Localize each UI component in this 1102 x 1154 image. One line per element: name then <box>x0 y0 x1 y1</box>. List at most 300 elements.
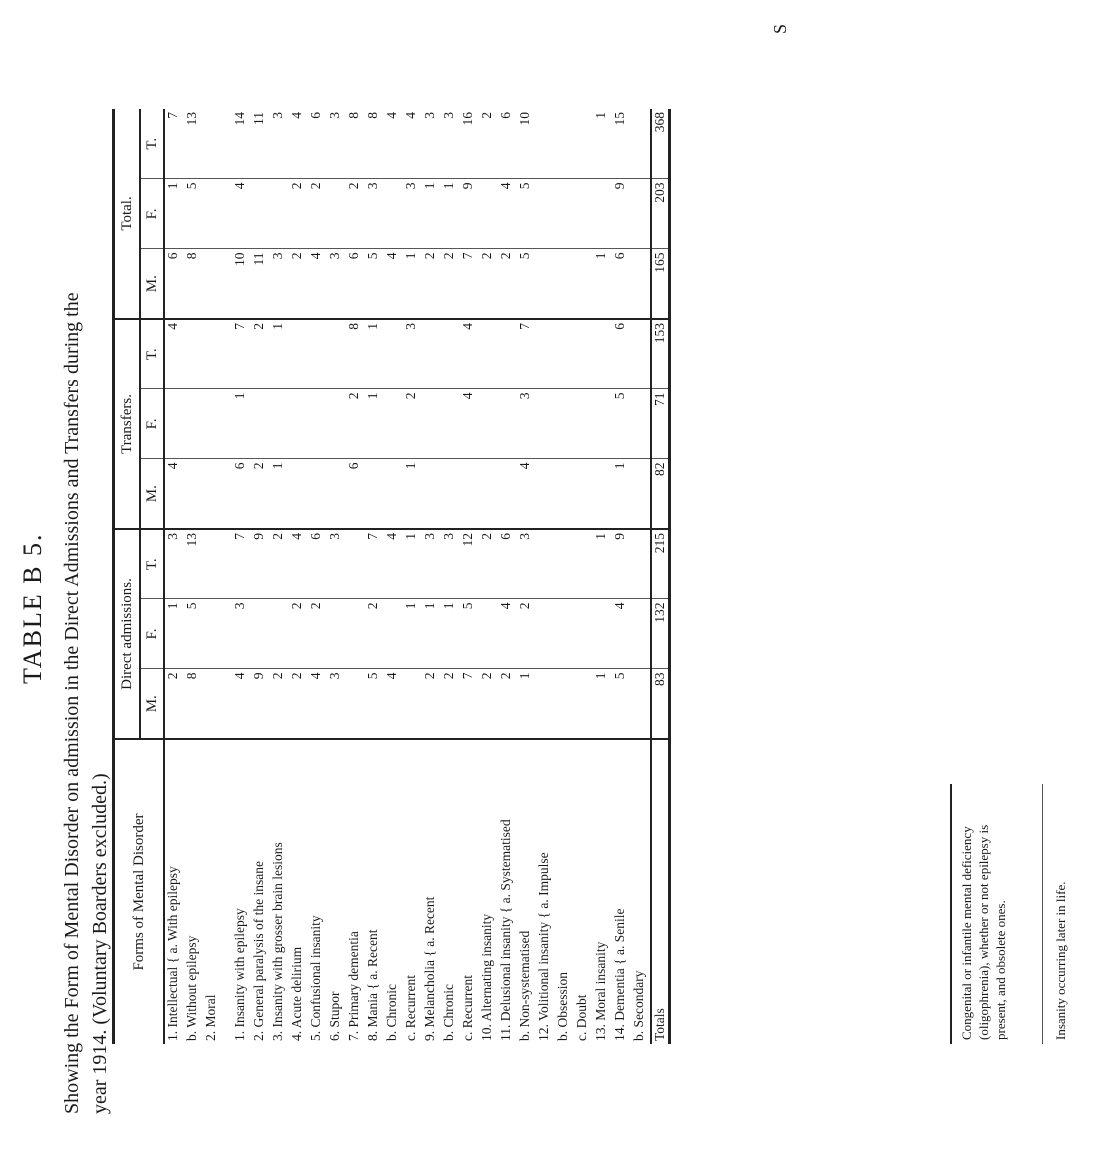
total-t-cell: 8 <box>365 109 384 179</box>
total-f-cell: 2 <box>346 179 365 249</box>
transfers-t-cell <box>536 319 555 389</box>
transfers-f-cell <box>203 389 222 459</box>
direct-f-cell <box>479 599 498 669</box>
total-m-cell: 5 <box>365 249 384 319</box>
total-t-cell: 14 <box>232 109 251 179</box>
transfers-t-cell <box>631 319 651 389</box>
row-label: c. Doubt <box>574 994 589 1041</box>
transfers-f-cell <box>384 389 403 459</box>
subtitle-line-2: year 1914. (Voluntary Boarders excluded.) <box>89 773 111 1114</box>
table-row <box>232 109 251 1044</box>
totals-total-t: 368 <box>651 109 670 179</box>
total-m-cell: 5 <box>517 249 536 319</box>
totals-transfers-f: 71 <box>651 389 670 459</box>
direct-f-cell <box>327 599 346 669</box>
transfers-m-header: M. <box>140 459 164 529</box>
direct-t-cell: 6 <box>498 529 517 599</box>
direct-t-cell <box>631 529 651 599</box>
total-m-header: M. <box>140 249 164 319</box>
table-row <box>479 109 498 1044</box>
table-row <box>289 109 308 1044</box>
total-m-cell: 2 <box>289 249 308 319</box>
row-label: 7. Primary dementia <box>346 931 361 1041</box>
row-label: 10. Alternating insanity <box>479 913 494 1041</box>
direct-m-cell: 1 <box>593 669 612 739</box>
total-m-cell <box>555 249 574 319</box>
table-row <box>251 109 270 1044</box>
table-row <box>384 109 403 1044</box>
transfers-t-cell <box>498 319 517 389</box>
total-m-cell <box>203 249 222 319</box>
row-label: 1. Intellectual { a. With epilepsy <box>165 866 180 1041</box>
transfers-f-cell: 3 <box>517 389 536 459</box>
total-t-cell: 13 <box>184 109 203 179</box>
row-label: 2. Moral <box>203 994 218 1041</box>
direct-m-cell: 2 <box>289 669 308 739</box>
total-f-cell: 2 <box>289 179 308 249</box>
total-f-cell <box>555 179 574 249</box>
total-f-cell: 3 <box>365 179 384 249</box>
transfers-t-cell <box>479 319 498 389</box>
transfers-m-cell <box>384 459 403 529</box>
corner-mark: S <box>770 23 790 34</box>
totals-direct-m: 83 <box>651 669 670 739</box>
table-row <box>574 109 593 1044</box>
transfers-t-cell <box>308 319 327 389</box>
table-row <box>631 109 651 1044</box>
direct-f-cell <box>536 599 555 669</box>
table-row <box>346 109 365 1044</box>
total-t-cell <box>631 109 651 179</box>
transfers-m-cell: 6 <box>232 459 251 529</box>
total-m-cell: 4 <box>308 249 327 319</box>
transfers-m-cell <box>308 459 327 529</box>
direct-m-cell: 2 <box>270 669 289 739</box>
direct-t-cell <box>536 529 555 599</box>
total-m-cell: 6 <box>346 249 365 319</box>
direct-f-cell: 2 <box>365 599 384 669</box>
direct-f-cell: 3 <box>232 599 251 669</box>
group-gap <box>222 109 232 1044</box>
subtitle-line-1: Showing the Form of Mental Disorder on admission in the Direct Admissions and Transfers during the <box>61 292 83 1114</box>
row-label: 5. Confusional insanity <box>308 915 323 1041</box>
transfers-t-cell: 4 <box>164 319 184 389</box>
direct-m-cell <box>346 669 365 739</box>
transfers-t-cell <box>289 319 308 389</box>
total-f-header: F. <box>140 179 164 249</box>
table-row <box>517 109 536 1044</box>
total-t-cell: 6 <box>308 109 327 179</box>
transfers-f-cell <box>574 389 593 459</box>
row-label: c. Recurrent <box>403 975 418 1041</box>
direct-t-cell: 3 <box>327 529 346 599</box>
row-label: 9. Melancholia { a. Recent <box>422 896 437 1041</box>
total-t-cell: 7 <box>164 109 184 179</box>
direct-m-cell: 2 <box>164 669 184 739</box>
row-label: 3. Insanity with grosser brain lesions <box>270 842 285 1041</box>
direct-header: Direct admissions. <box>114 529 141 739</box>
transfers-t-cell <box>384 319 403 389</box>
direct-t-cell: 4 <box>384 529 403 599</box>
row-label: 11. Delusional insanity { a. Systematised <box>498 819 513 1041</box>
transfers-t-header: T. <box>140 319 164 389</box>
row-label: 6. Stupor <box>327 991 342 1041</box>
transfers-m-cell <box>184 459 203 529</box>
transfers-f-cell: 5 <box>612 389 631 459</box>
totals-total-m: 165 <box>651 249 670 319</box>
direct-t-cell <box>346 529 365 599</box>
transfers-t-cell <box>593 319 612 389</box>
total-header: Total. <box>114 109 141 319</box>
row-label: b. Obsession <box>555 971 570 1041</box>
direct-f-cell: 1 <box>422 599 441 669</box>
total-f-cell <box>327 179 346 249</box>
direct-f-cell <box>346 599 365 669</box>
table-row <box>203 109 222 1044</box>
transfers-t-cell: 8 <box>346 319 365 389</box>
transfers-m-cell <box>327 459 346 529</box>
total-m-cell: 6 <box>164 249 184 319</box>
direct-f-cell: 2 <box>517 599 536 669</box>
total-m-cell: 11 <box>251 249 270 319</box>
total-f-cell: 5 <box>184 179 203 249</box>
transfers-f-cell <box>441 389 460 459</box>
transfers-f-cell <box>270 389 289 459</box>
transfers-f-cell: 2 <box>346 389 365 459</box>
total-t-cell: 2 <box>479 109 498 179</box>
transfers-f-cell <box>327 389 346 459</box>
row-label: b. Secondary <box>631 970 646 1041</box>
transfers-m-cell: 2 <box>251 459 270 529</box>
direct-t-cell: 3 <box>422 529 441 599</box>
direct-t-cell <box>555 529 574 599</box>
total-m-cell: 2 <box>479 249 498 319</box>
direct-f-cell: 2 <box>289 599 308 669</box>
row-label: b. Without epilepsy <box>184 935 199 1041</box>
transfers-t-cell: 4 <box>460 319 479 389</box>
transfers-f-cell <box>422 389 441 459</box>
side-label-congenital: Congenital or infantile mental deficiency (oligophrenia), whether or not epilepsy is present, and obsolete ones. <box>959 824 1008 1040</box>
total-t-cell <box>203 109 222 179</box>
total-m-cell <box>536 249 555 319</box>
direct-t-cell: 6 <box>308 529 327 599</box>
total-t-cell: 16 <box>460 109 479 179</box>
total-m-cell: 2 <box>441 249 460 319</box>
transfers-f-cell <box>555 389 574 459</box>
total-f-cell <box>536 179 555 249</box>
direct-t-cell: 3 <box>441 529 460 599</box>
row-label: 12. Volitional insanity { a. Impulse <box>536 852 551 1041</box>
transfers-f-cell <box>631 389 651 459</box>
total-t-cell: 1 <box>593 109 612 179</box>
direct-f-cell <box>574 599 593 669</box>
row-label: 8. Mania { a. Recent <box>365 929 380 1041</box>
direct-f-cell: 4 <box>612 599 631 669</box>
direct-m-cell: 1 <box>517 669 536 739</box>
row-label: b. Chronic <box>441 984 456 1041</box>
direct-m-cell <box>555 669 574 739</box>
transfers-m-cell <box>536 459 555 529</box>
direct-m-cell: 2 <box>479 669 498 739</box>
transfers-m-cell <box>365 459 384 529</box>
table-heading: TABLE B 5. <box>18 532 47 684</box>
total-f-cell: 9 <box>460 179 479 249</box>
forms-header: Forms of Mental Disorder <box>114 739 165 1044</box>
transfers-t-cell <box>441 319 460 389</box>
totals-direct-f: 132 <box>651 599 670 669</box>
table-row <box>612 109 631 1044</box>
direct-f-cell <box>593 599 612 669</box>
direct-m-cell: 3 <box>327 669 346 739</box>
table-row <box>536 109 555 1044</box>
total-t-cell: 3 <box>441 109 460 179</box>
total-m-cell: 4 <box>384 249 403 319</box>
direct-t-cell: 2 <box>479 529 498 599</box>
table-row <box>308 109 327 1044</box>
transfers-m-cell: 1 <box>612 459 631 529</box>
direct-m-cell <box>403 669 422 739</box>
total-m-cell: 7 <box>460 249 479 319</box>
total-t-cell: 6 <box>498 109 517 179</box>
row-label: b. Chronic <box>384 984 399 1041</box>
transfers-f-cell: 1 <box>232 389 251 459</box>
transfers-m-cell <box>498 459 517 529</box>
total-t-header: T. <box>140 109 164 179</box>
total-t-cell: 4 <box>403 109 422 179</box>
direct-f-cell <box>631 599 651 669</box>
total-t-cell: 11 <box>251 109 270 179</box>
transfers-t-cell <box>422 319 441 389</box>
transfers-t-cell: 3 <box>403 319 422 389</box>
direct-t-cell: 12 <box>460 529 479 599</box>
transfers-t-cell: 6 <box>612 319 631 389</box>
total-m-cell: 2 <box>498 249 517 319</box>
transfers-f-cell <box>251 389 270 459</box>
total-t-cell: 4 <box>289 109 308 179</box>
total-f-cell <box>270 179 289 249</box>
direct-m-cell: 7 <box>460 669 479 739</box>
total-f-cell <box>479 179 498 249</box>
transfers-f-cell <box>289 389 308 459</box>
direct-t-cell: 7 <box>232 529 251 599</box>
transfers-m-cell: 4 <box>517 459 536 529</box>
direct-t-cell: 9 <box>251 529 270 599</box>
transfers-m-cell: 1 <box>403 459 422 529</box>
total-f-cell: 5 <box>517 179 536 249</box>
transfers-f-cell: 4 <box>460 389 479 459</box>
direct-m-cell <box>203 669 222 739</box>
transfers-f-cell <box>308 389 327 459</box>
table-row <box>327 109 346 1044</box>
total-m-cell: 2 <box>422 249 441 319</box>
direct-t-cell: 3 <box>517 529 536 599</box>
direct-f-cell <box>555 599 574 669</box>
totals-row <box>651 109 670 1044</box>
direct-m-header: M. <box>140 669 164 739</box>
table-row <box>403 109 422 1044</box>
total-t-cell: 10 <box>517 109 536 179</box>
total-m-cell <box>631 249 651 319</box>
direct-f-cell: 2 <box>308 599 327 669</box>
row-label: 13. Moral insanity <box>593 941 608 1041</box>
transfers-t-cell <box>203 319 222 389</box>
direct-f-header: F. <box>140 599 164 669</box>
totals-label: Totals <box>651 739 670 1044</box>
total-m-cell: 1 <box>593 249 612 319</box>
total-t-cell: 8 <box>346 109 365 179</box>
direct-t-cell: 1 <box>593 529 612 599</box>
table-row <box>422 109 441 1044</box>
total-m-cell: 6 <box>612 249 631 319</box>
total-m-cell: 3 <box>270 249 289 319</box>
transfers-f-cell <box>164 389 184 459</box>
total-t-cell <box>574 109 593 179</box>
total-t-cell: 3 <box>422 109 441 179</box>
disorder-table <box>112 109 671 1044</box>
transfers-t-cell <box>184 319 203 389</box>
total-t-cell: 15 <box>612 109 631 179</box>
direct-m-cell: 4 <box>232 669 251 739</box>
direct-t-cell: 9 <box>612 529 631 599</box>
transfers-t-cell: 2 <box>251 319 270 389</box>
transfers-m-cell <box>631 459 651 529</box>
totals-total-f: 203 <box>651 179 670 249</box>
direct-m-cell: 8 <box>184 669 203 739</box>
transfers-f-cell <box>184 389 203 459</box>
total-m-cell: 1 <box>403 249 422 319</box>
direct-m-cell: 2 <box>498 669 517 739</box>
table-body <box>164 109 651 1044</box>
direct-m-cell: 4 <box>308 669 327 739</box>
total-f-cell: 9 <box>612 179 631 249</box>
total-t-cell <box>555 109 574 179</box>
direct-t-cell: 7 <box>365 529 384 599</box>
direct-t-cell <box>203 529 222 599</box>
total-f-cell: 1 <box>164 179 184 249</box>
row-label: 14. Dementia { a. Senile <box>612 908 627 1041</box>
total-m-cell: 10 <box>232 249 251 319</box>
direct-f-cell: 1 <box>403 599 422 669</box>
total-f-cell: 1 <box>422 179 441 249</box>
totals-direct-t: 215 <box>651 529 670 599</box>
transfers-f-cell <box>498 389 517 459</box>
transfers-f-cell <box>593 389 612 459</box>
direct-t-header: T. <box>140 529 164 599</box>
row-label: b. Non-systematised <box>517 930 532 1041</box>
direct-f-cell <box>203 599 222 669</box>
direct-m-cell <box>574 669 593 739</box>
total-f-cell <box>631 179 651 249</box>
total-t-cell: 3 <box>270 109 289 179</box>
total-m-cell: 8 <box>184 249 203 319</box>
direct-t-cell: 13 <box>184 529 203 599</box>
total-t-cell: 3 <box>327 109 346 179</box>
direct-m-cell: 9 <box>251 669 270 739</box>
total-f-cell: 1 <box>441 179 460 249</box>
table-row <box>164 109 184 1044</box>
side-group-labels <box>950 784 1102 1044</box>
direct-f-cell <box>384 599 403 669</box>
transfers-t-cell: 1 <box>270 319 289 389</box>
direct-m-cell <box>536 669 555 739</box>
direct-t-cell: 3 <box>164 529 184 599</box>
direct-m-cell: 2 <box>441 669 460 739</box>
direct-m-cell <box>631 669 651 739</box>
transfers-t-cell: 7 <box>232 319 251 389</box>
direct-f-cell: 5 <box>184 599 203 669</box>
direct-f-cell <box>251 599 270 669</box>
direct-f-cell <box>270 599 289 669</box>
table-row <box>365 109 384 1044</box>
direct-m-cell: 4 <box>384 669 403 739</box>
direct-t-cell: 1 <box>403 529 422 599</box>
transfers-f-cell: 1 <box>365 389 384 459</box>
total-f-cell <box>593 179 612 249</box>
total-f-cell <box>574 179 593 249</box>
transfers-f-cell <box>479 389 498 459</box>
totals-transfers-m: 82 <box>651 459 670 529</box>
transfers-t-cell: 1 <box>365 319 384 389</box>
row-label: 2. General paralysis of the insane <box>251 861 266 1041</box>
total-f-cell: 3 <box>403 179 422 249</box>
table-row <box>270 109 289 1044</box>
transfers-m-cell <box>574 459 593 529</box>
transfers-m-cell <box>593 459 612 529</box>
table-row <box>441 109 460 1044</box>
total-f-cell: 4 <box>232 179 251 249</box>
total-f-cell: 2 <box>308 179 327 249</box>
transfers-header: Transfers. <box>114 319 141 529</box>
transfers-m-cell <box>289 459 308 529</box>
row-label: 1. Insanity with epilepsy <box>232 908 247 1041</box>
direct-f-cell: 5 <box>460 599 479 669</box>
transfers-t-cell <box>574 319 593 389</box>
total-t-cell <box>536 109 555 179</box>
direct-f-cell: 1 <box>164 599 184 669</box>
transfers-t-cell: 7 <box>517 319 536 389</box>
table-row <box>555 109 574 1044</box>
direct-t-cell <box>574 529 593 599</box>
row-label: c. Recurrent <box>460 975 475 1041</box>
direct-m-cell: 5 <box>365 669 384 739</box>
table-row <box>184 109 203 1044</box>
transfers-m-cell: 6 <box>346 459 365 529</box>
total-m-cell: 3 <box>327 249 346 319</box>
total-f-cell <box>203 179 222 249</box>
totals-transfers-t: 153 <box>651 319 670 389</box>
total-m-cell <box>574 249 593 319</box>
transfers-m-cell: 1 <box>270 459 289 529</box>
total-f-cell <box>384 179 403 249</box>
table-row <box>498 109 517 1044</box>
direct-f-cell: 1 <box>441 599 460 669</box>
transfers-f-cell <box>536 389 555 459</box>
direct-f-cell: 4 <box>498 599 517 669</box>
side-divider <box>1042 784 1043 1044</box>
transfers-m-cell <box>479 459 498 529</box>
direct-m-cell: 2 <box>422 669 441 739</box>
transfers-m-cell <box>441 459 460 529</box>
total-f-cell <box>251 179 270 249</box>
transfers-m-cell <box>555 459 574 529</box>
direct-t-cell: 2 <box>270 529 289 599</box>
transfers-f-cell: 2 <box>403 389 422 459</box>
direct-t-cell: 4 <box>289 529 308 599</box>
transfers-t-cell <box>327 319 346 389</box>
transfers-m-cell <box>203 459 222 529</box>
direct-m-cell: 5 <box>612 669 631 739</box>
transfers-f-header: F. <box>140 389 164 459</box>
